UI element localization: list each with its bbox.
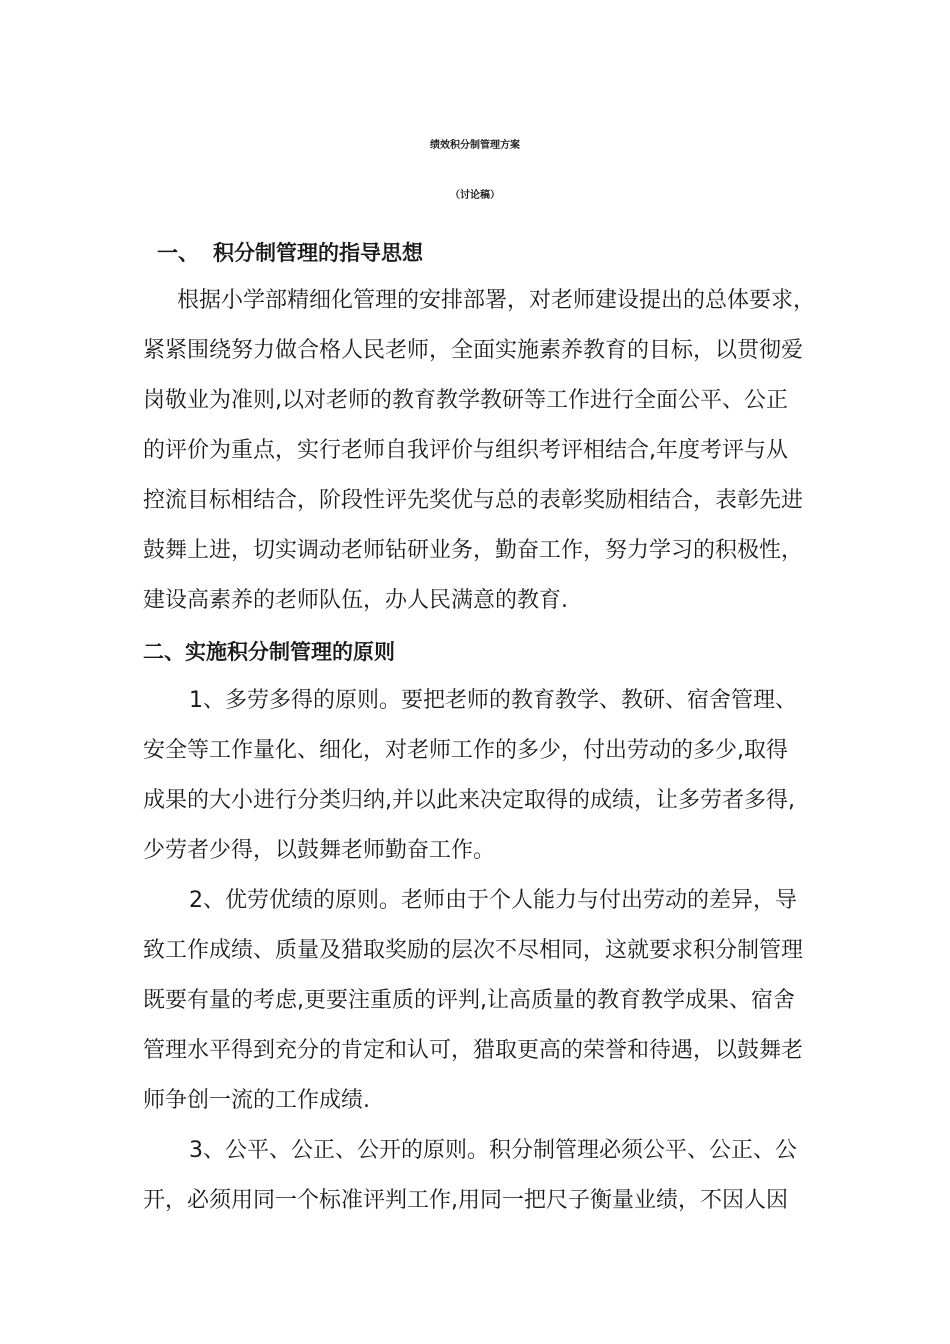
document-subtitle: （讨论稿） bbox=[450, 190, 500, 201]
paragraph-line: 根据小学部精细化管理的安排部署，对老师建设提出的总体要求， bbox=[177, 288, 816, 313]
section-1-heading: 积分制管理的指导思想 bbox=[213, 241, 423, 265]
paragraph-line: 紧紧围绕努力做合格人民老师，全面实施素养教育的目标，以贯彻爱 bbox=[143, 338, 804, 363]
paragraph-line: 鼓舞上进，切实调动老师钻研业务，勤奋工作，努力学习的积极性， bbox=[143, 538, 804, 563]
principle-2-line: 既要有量的考虑,更要注重质的评判,让高质量的教育教学成果、宿舍 bbox=[143, 988, 795, 1013]
section-2-heading: 二、实施积分制管理的原则 bbox=[143, 640, 395, 664]
principle-1-line: 安全等工作量化、细化，对老师工作的多少，付出劳动的多少,取得 bbox=[143, 738, 788, 763]
paragraph-line: 岗敬业为准则,以对老师的教育教学教研等工作进行全面公平、公正 bbox=[143, 388, 788, 413]
paragraph-line: 的评价为重点，实行老师自我评价与组织考评相结合,年度考评与从 bbox=[143, 438, 788, 463]
principle-3-line: 开，必须用同一个标准评判工作,用同一把尺子衡量业绩，不因人因 bbox=[143, 1188, 788, 1213]
principle-1-line: 少劳者少得，以鼓舞老师勤奋工作。 bbox=[143, 838, 496, 863]
paragraph-line: 控流目标相结合，阶段性评先奖优与总的表彰奖励相结合，表彰先进 bbox=[143, 488, 804, 513]
principle-1-line: 成果的大小进行分类归纳,并以此来决定取得的成绩，让多劳者多得, bbox=[143, 788, 795, 813]
principle-2-line: 师争创一流的工作成绩. bbox=[143, 1088, 370, 1113]
document-title: 绩效积分制管理方案 bbox=[430, 140, 520, 151]
section-1-number: 一、 bbox=[157, 241, 199, 265]
principle-1-line: 1、多劳多得的原则。要把老师的教育教学、教研、宿舍管理、 bbox=[189, 688, 797, 713]
principle-3-line: 3、公平、公正、公开的原则。积分制管理必须公平、公正、公 bbox=[189, 1138, 797, 1163]
principle-2-line: 致工作成绩、质量及猎取奖励的层次不尽相同，这就要求积分制管理 bbox=[143, 938, 804, 963]
principle-2-line: 管理水平得到充分的肯定和认可，猎取更高的荣誉和待遇，以鼓舞老 bbox=[143, 1038, 804, 1063]
principle-2-line: 2、优劳优绩的原则。老师由于个人能力与付出劳动的差异，导 bbox=[189, 888, 797, 913]
paragraph-line: 建设高素养的老师队伍，办人民满意的教育. bbox=[143, 588, 568, 613]
